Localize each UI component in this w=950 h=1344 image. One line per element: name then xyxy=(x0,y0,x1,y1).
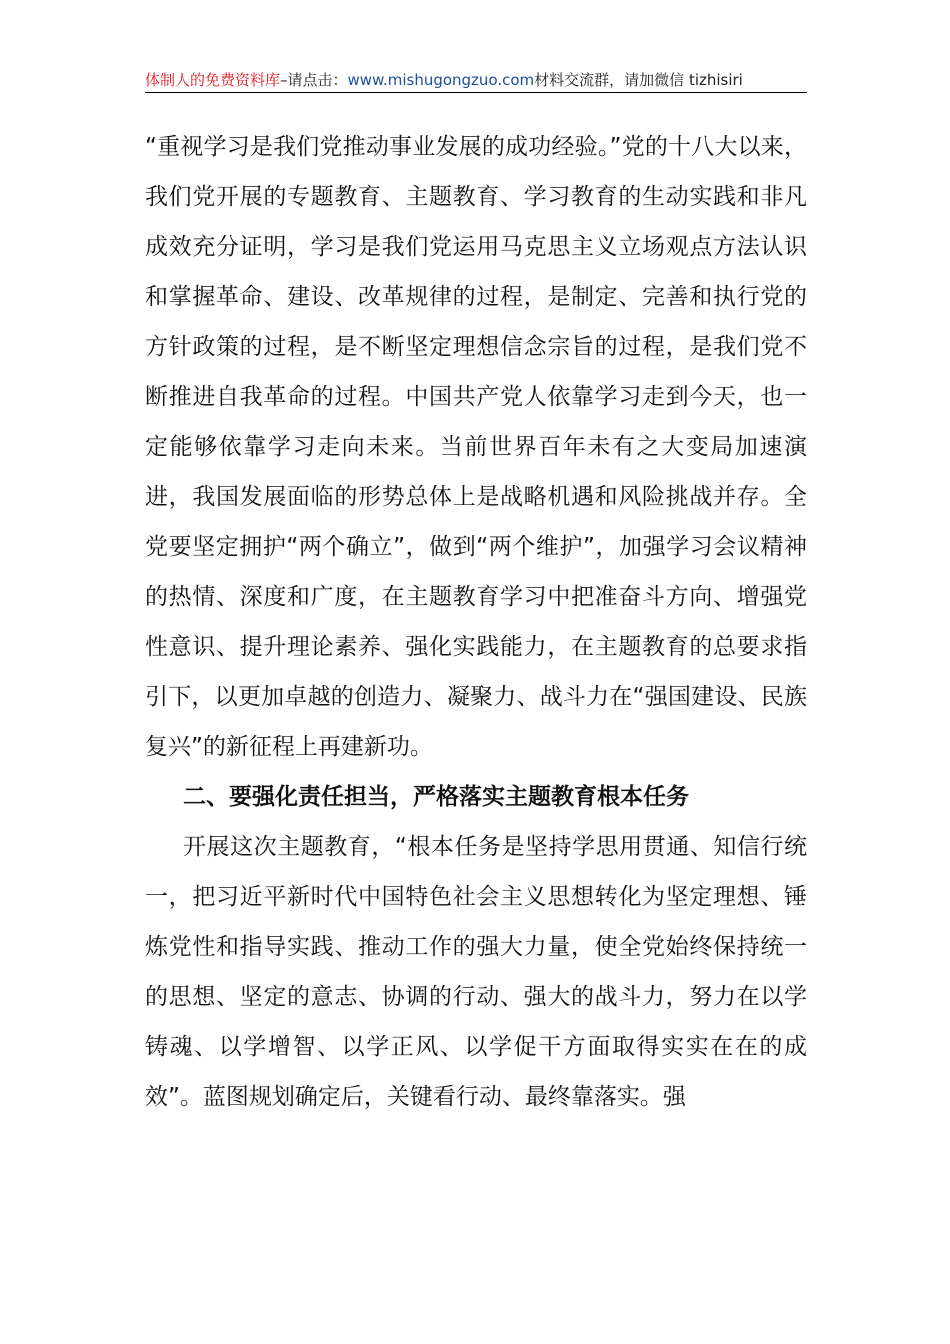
header-url-link[interactable]: www.mishugongzuo.com xyxy=(347,71,535,89)
document-body xyxy=(145,122,807,1122)
page-header xyxy=(145,68,807,93)
body-paragraph-2: 开展这次主题教育，“根本任务是坚持学思用贯通、知信行统一，把习近平新时代中国特色社会主义思想转化为坚定理想、锤炼党性和指导实践、推动工作的强大力量，使全党始终保持统一的思想、坚定的意志、协调的行动、强大的战斗力，努力在以学铸魂、以学增智、以学正风、以学促干方面取得实实在在的成效”。蓝图规划确定后，关键看行动、最终靠落实。强 xyxy=(145,834,807,1110)
header-site-name: 体制人的免费资料库 xyxy=(145,71,281,89)
header-note: 材料交流群，请加微信 tizhisiri xyxy=(534,71,743,89)
body-paragraph-1: “重视学习是我们党推动事业发展的成功经验。”党的十八大以来，我们党开展的专题教育、主题教育、学习教育的生动实践和非凡成效充分证明，学习是我们党运用马克思主义立场观点方法认识和掌握革命、建设、改革规律的过程，是制定、完善和执行党的方针政策的过程，是不断坚定理想信念宗旨的过程，是我们党不断推进自我革命的过程。中国共产党人依靠学习走到今天，也一定能够依靠学习走向未来。当前世界百年未有之大变局加速演进，我国发展面临的形势总体上是战略机遇和风险挑战并存。全党要坚定拥护“两个确立”，做到“两个维护”，加强学习会议精神的热情、深度和广度，在主题教育学习中把准奋斗方向、增强党性意识、提升理论素养、强化实践能力，在主题教育的总要求指引下，以更加卓越的创造力、凝聚力、战斗力在“强国建设、民族复兴”的新征程上再建新功。 xyxy=(145,134,807,760)
section-heading-2: 二、要强化责任担当，严格落实主题教育根本任务 xyxy=(183,784,689,810)
header-prompt: –请点击： xyxy=(280,71,348,89)
